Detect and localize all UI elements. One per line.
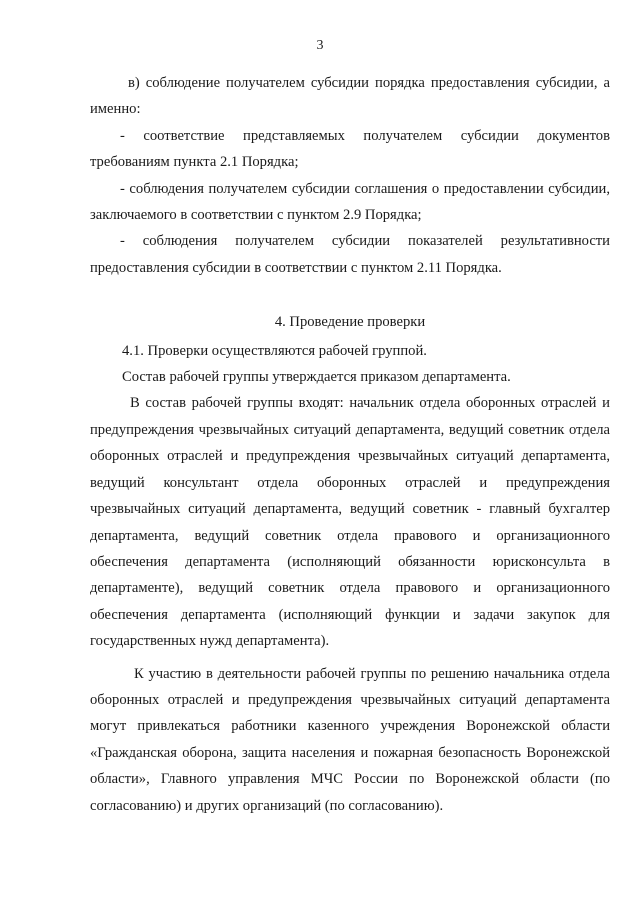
document-body — [90, 70, 610, 819]
paragraph-dash-3: - соблюдения получателем субсидии показателей результативности предоставления субсидии в соответствии с пунктом 2.11 Порядка. — [90, 233, 610, 276]
paragraph-composition: Состав рабочей группы утверждается приказом департамента. — [122, 369, 511, 386]
paragraph-participation: К участию в деятельности рабочей группы по решению начальника отдела оборонных отраслей и предупреждения чрезвычайных ситуаций департамента могут привлекаться работники казенного учреждения Воронежской области «Гражданская оборона, защита населения и пожарная безопасность Воронежской области», Главного управления МЧС России по Воронежской области (по согласованию) и других организаций (по согласованию). — [90, 665, 610, 814]
paragraph-members: В состав рабочей группы входят: начальник отдела оборонных отраслей и предупреждения чрезвычайных ситуаций департамента, ведущий советник отдела оборонных отраслей и предупреждения чрезвычайных ситуаций департамента, ведущий консультант отдела оборонных отраслей и предупреждения чрезвычайных ситуаций департамента, ведущий советник - главный бухгалтер департамента, ведущий советник отдела правового и организационного обеспечения департамента (исполняющий обязанности юрисконсульта в департаменте), ведущий советник отдела правового и организационного обеспечения департамента (исполняющий функции и задачи закупок для государственных нужд департамента). — [90, 395, 610, 650]
paragraph-4-1: 4.1. Проверки осуществляются рабочей группой. — [122, 342, 427, 359]
page-number: 3 — [316, 38, 324, 53]
paragraph-dash-2: - соблюдения получателем субсидии соглашения о предоставлении субсидии, заключаемого в соответствии с пунктом 2.9 Порядка; — [90, 180, 610, 224]
paragraph-dash-1: - соответствие представляемых получателем субсидии документов требованиям пункта 2.1 Порядка; — [90, 127, 610, 171]
paragraph-item-v: в) соблюдение получателем субсидии порядка предоставления субсидии, а именно: — [90, 75, 610, 118]
section-heading: 4. Проведение проверки — [274, 314, 426, 331]
